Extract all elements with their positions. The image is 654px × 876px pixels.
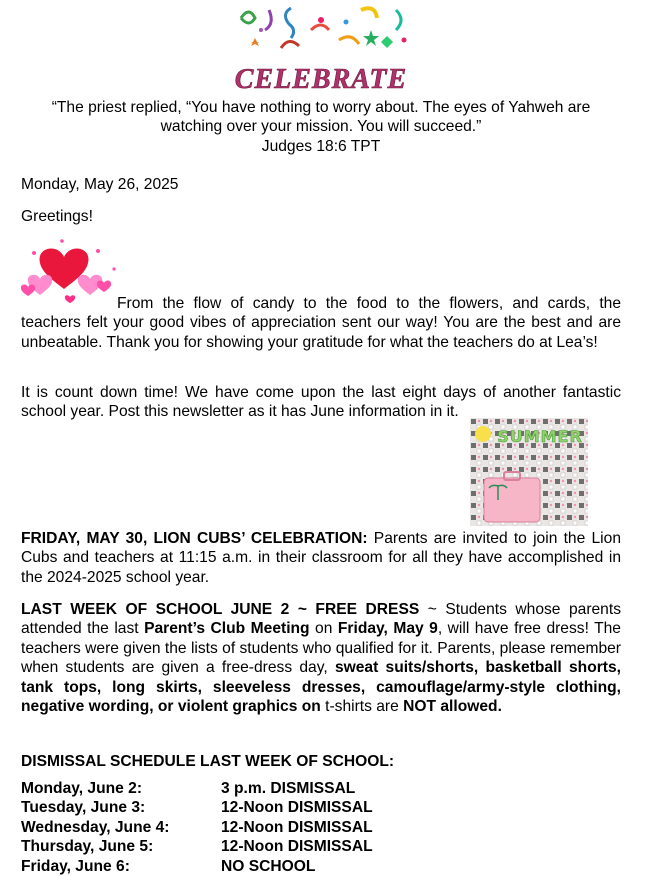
free-dress-text: on [309, 620, 338, 638]
celebrate-logo [221, 0, 421, 96]
summer-suitcase-image [470, 418, 588, 526]
free-dress-text: t-shirts are [320, 698, 404, 716]
schedule-row [21, 857, 621, 876]
thanks-paragraph: From the flow of candy to the food to the flowers, and cards, the teachers felt your good vibes of appreciation sent our way! You are the best and are unbeatable. Thank you for showing your gratitude for what the teachers do at Lea’s! [21, 295, 621, 351]
parents-club-meeting: Parent’s Club Meeting [144, 620, 310, 638]
not-allowed: NOT allowed. [403, 698, 502, 716]
free-dress-heading: LAST WEEK OF SCHOOL JUNE 2 ~ FREE DRESS [21, 601, 420, 618]
dismissal-schedule [21, 779, 621, 876]
free-dress-paragraph [21, 600, 621, 716]
prohibited-clothing: sweat suits/shorts, basketball shorts, tank tops, long skirts, sleeveless dresses, camouflage/army-style clothing, negative wording, or violent graphics on [21, 659, 621, 716]
lion-cubs-heading: FRIDAY, MAY 30, LION CUBS’ CELEBRATION: [21, 530, 368, 547]
schedule-time: NO SCHOOL [221, 857, 316, 875]
countdown-paragraph: It is count down time! We have come upon the last eight days of another fantastic school year. Post this newsletter as it has June information in it. [21, 384, 621, 421]
lion-cubs-paragraph [21, 529, 621, 587]
schedule-day: Thursday, June 5: [21, 838, 154, 856]
schedule-row [21, 818, 621, 837]
greeting: Greetings! [21, 208, 93, 225]
dismissal-heading: DISMISSAL SCHEDULE LAST WEEK OF SCHOOL: [21, 753, 395, 770]
summer-text: SUMMER [497, 427, 583, 446]
quote-reference: Judges 18:6 TPT [261, 137, 381, 155]
scripture-quote [21, 98, 621, 156]
newsletter-date: Monday, May 26, 2025 [21, 176, 179, 193]
quote-line-2: watching over your mission. You will succeed.” [160, 118, 482, 136]
celebrate-text: CELEBRATE [234, 64, 408, 95]
schedule-time: 12-Noon DISMISSAL [221, 818, 373, 836]
quote-line-1: “The priest replied, “You have nothing to worry about. The eyes of Yahweh are [51, 99, 591, 116]
schedule-time: 3 p.m. DISMISSAL [221, 780, 356, 797]
schedule-day: Monday, June 2: [21, 780, 143, 797]
schedule-row [21, 779, 621, 798]
lion-cubs-body: Parents are invited to join the Lion Cubs and teachers at 11:15 a.m. in their classroom for all they have accomplished in the 2024-2025 school year. [21, 530, 621, 586]
schedule-day: Wednesday, June 4: [21, 818, 170, 836]
schedule-row [21, 798, 621, 817]
free-dress-text: ~ Students whose parents attended the last [21, 601, 621, 638]
meeting-date: Friday, May 9 [337, 620, 438, 638]
schedule-time: 12-Noon DISMISSAL [221, 838, 373, 856]
schedule-day: Tuesday, June 3: [21, 799, 146, 817]
schedule-day: Friday, June 6: [21, 857, 130, 875]
free-dress-text: , will have free dress! The teachers were given the lists of students who qualified for it. Parents, please remember when students are given a free-dress day, [21, 620, 621, 677]
schedule-time: 12-Noon DISMISSAL [221, 799, 373, 817]
schedule-row [21, 837, 621, 856]
